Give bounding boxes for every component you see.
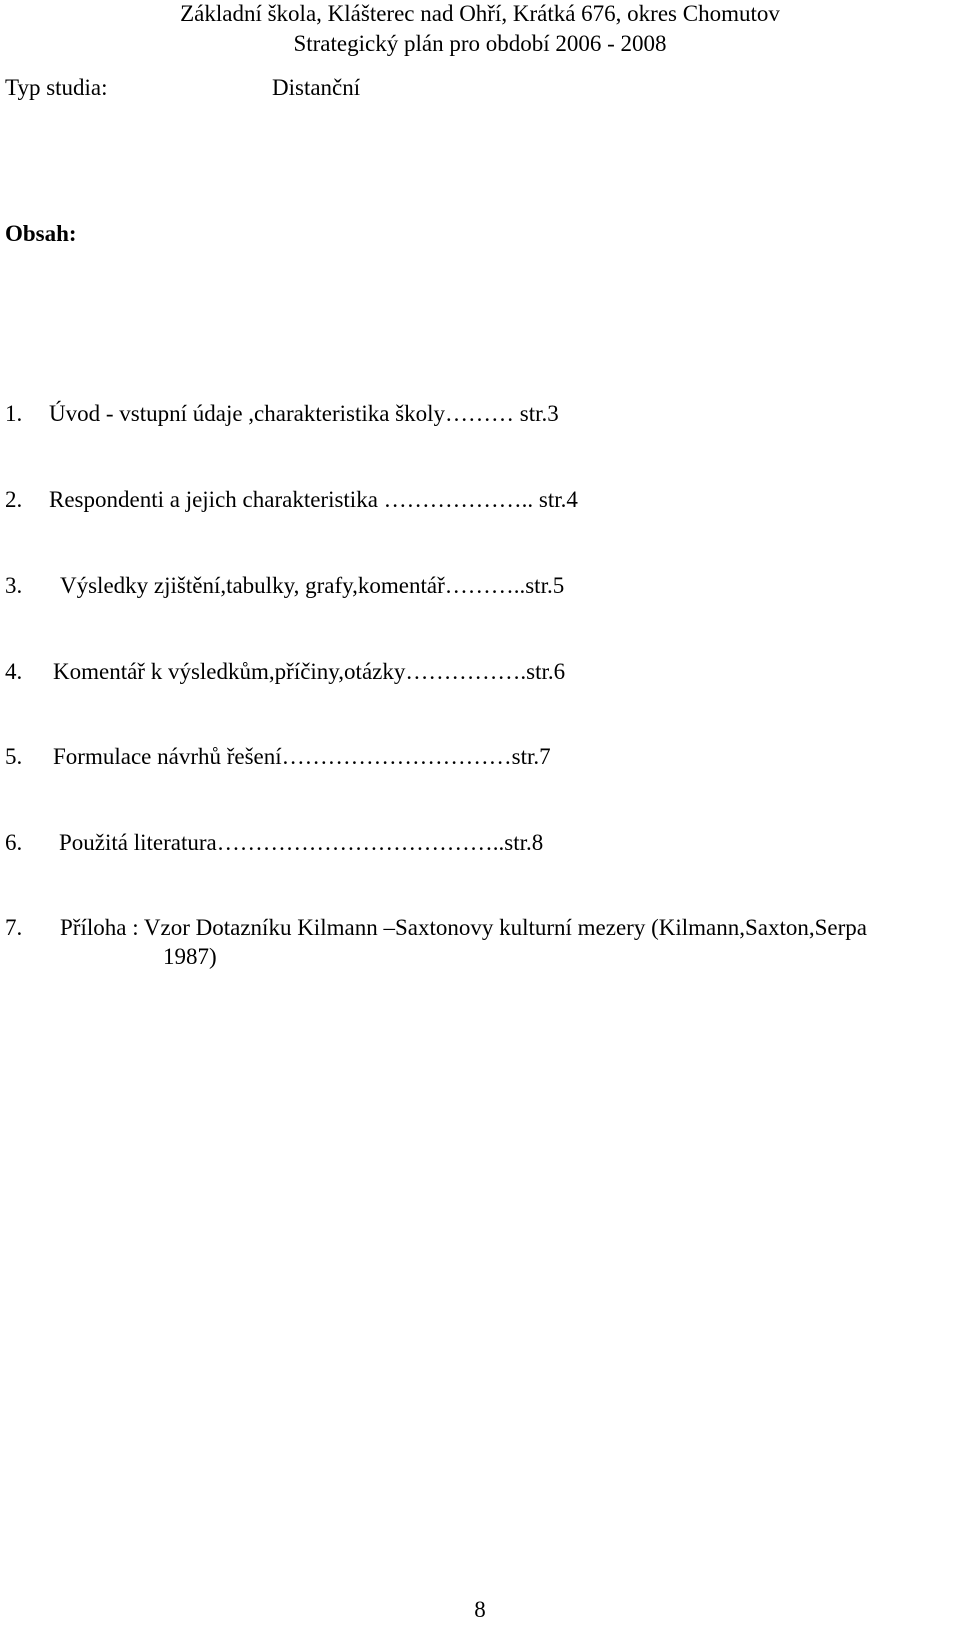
contents-heading: Obsah: bbox=[5, 221, 77, 246]
toc-item-number: 6. bbox=[5, 830, 23, 855]
toc-item-number: 1. bbox=[5, 401, 23, 426]
document-header-school: Základní škola, Klášterec nad Ohří, Krátká 676, okres Chomutov bbox=[180, 1, 780, 26]
toc-item-7 bbox=[5, 914, 867, 942]
toc-item-text: Použitá literatura………………………………..str.8 bbox=[59, 830, 544, 855]
toc-item-2 bbox=[5, 486, 578, 514]
toc-item-number: 3. bbox=[5, 573, 23, 598]
toc-item-6 bbox=[5, 829, 543, 857]
toc-item-number: 7. bbox=[5, 915, 23, 940]
toc-item-number: 4. bbox=[5, 659, 23, 684]
document-header-plan: Strategický plán pro období 2006 - 2008 bbox=[293, 31, 667, 56]
toc-item-1 bbox=[5, 400, 559, 428]
study-type-label: Typ studia: bbox=[5, 75, 108, 100]
toc-item-number: 5. bbox=[5, 744, 23, 769]
toc-item-text: Úvod - vstupní údaje ,charakteristika školy……… str.3 bbox=[49, 401, 559, 426]
toc-item-text: Příloha : Vzor Dotazníku Kilmann –Saxtonovy kulturní mezery (Kilmann,Saxton,Serpa bbox=[60, 915, 867, 940]
toc-item-text: Formulace návrhů řešení…………………………str.7 bbox=[53, 744, 551, 769]
toc-item-number: 2. bbox=[5, 487, 23, 512]
toc-item-3 bbox=[5, 572, 564, 600]
study-type-value: Distanční bbox=[272, 75, 361, 100]
toc-item-text: Respondenti a jejich charakteristika ……………….. str.4 bbox=[49, 487, 578, 512]
toc-item-7-continuation: 1987) bbox=[163, 944, 217, 969]
toc-item-text: Výsledky zjištění,tabulky, grafy,komentář………..str.5 bbox=[60, 573, 565, 598]
toc-item-4 bbox=[5, 658, 565, 686]
toc-item-text: Komentář k výsledkům,příčiny,otázky…………….str.6 bbox=[53, 659, 566, 684]
toc-item-5 bbox=[5, 743, 551, 771]
page-number: 8 bbox=[474, 1597, 486, 1622]
